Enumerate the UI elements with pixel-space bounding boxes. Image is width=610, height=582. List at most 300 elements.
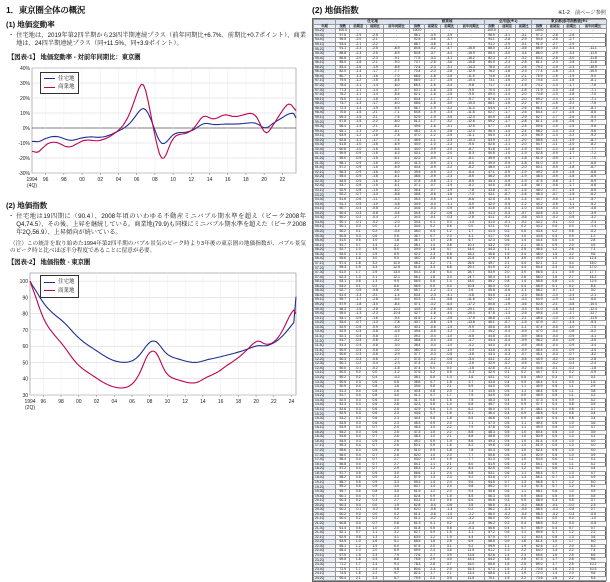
cell: 61.8 <box>336 143 350 148</box>
cell: 4.4 <box>580 467 607 472</box>
cell: -1.6 <box>350 307 367 312</box>
cell: -0.3 <box>424 353 441 358</box>
cell: - <box>458 38 485 43</box>
cell: -1.6 <box>424 88 441 93</box>
row-period: 21-2Q <box>314 521 336 526</box>
row-period: 13-2Q <box>314 375 336 380</box>
cell: -9.7 <box>458 97 485 102</box>
cell: 0.8 <box>367 490 384 495</box>
cell: 55.0 <box>484 134 498 139</box>
cell: -1.7 <box>563 161 580 166</box>
cell: -1.5 <box>350 111 367 116</box>
cell: 0.9 <box>515 394 532 399</box>
cell: 0.5 <box>515 375 532 380</box>
cell: 0.3 <box>350 407 367 412</box>
cell: 7.4 <box>580 549 607 554</box>
row-period: 17-3Q <box>314 453 336 458</box>
cell: -2.8 <box>367 307 384 312</box>
cell: 0.7 <box>546 485 563 490</box>
cell: 8.4 <box>458 467 485 472</box>
cell: 53.4 <box>336 321 350 326</box>
cell: -12.4 <box>580 307 607 312</box>
row-period: 22-2Q <box>314 540 336 545</box>
row-period: 00-4Q <box>314 147 336 152</box>
cell: -1.8 <box>515 156 532 161</box>
cell: 2.2 <box>367 572 384 577</box>
cell: 56.6 <box>484 499 498 504</box>
cell: -2.8 <box>580 357 607 362</box>
cell: 43.8 <box>532 207 546 212</box>
cell: 63.9 <box>410 535 424 540</box>
cell: 85.0 <box>484 52 498 57</box>
cell: 3.2 <box>424 261 441 266</box>
row-period: 02-2Q <box>314 175 336 180</box>
cell: -2.3 <box>441 138 458 143</box>
cell: 2.1 <box>367 275 384 280</box>
cell: 0.6 <box>546 239 563 244</box>
cell: 2.2 <box>546 261 563 266</box>
cell: 51.9 <box>484 266 498 271</box>
cell: 0.6 <box>367 412 384 417</box>
cell: 4.7 <box>580 471 607 476</box>
cell: 56.4 <box>484 284 498 289</box>
cell: -1.8 <box>515 161 532 166</box>
cell: 0.0 <box>350 225 367 230</box>
cell: 9.3 <box>580 576 607 581</box>
cell: 60.8 <box>336 147 350 152</box>
cell: 6.3 <box>580 544 607 549</box>
cell: -0.4 <box>546 334 563 339</box>
cell: 0.5 <box>424 526 441 531</box>
cell: - <box>580 42 607 47</box>
cell: 57.2 <box>336 166 350 171</box>
cell: -2.1 <box>441 179 458 184</box>
cell: 2.5 <box>515 248 532 253</box>
cell: 1.6 <box>546 567 563 572</box>
cell: 77.5 <box>410 56 424 61</box>
cell: 2.3 <box>441 476 458 481</box>
cell: 0.6 <box>424 407 441 412</box>
cell: 3.3 <box>383 480 410 485</box>
cell: 51.8 <box>484 147 498 152</box>
cell: 1.0 <box>515 444 532 449</box>
cell: 0.2 <box>441 521 458 526</box>
cell: 63.7 <box>410 88 424 93</box>
right-header <box>312 4 606 16</box>
bullet-marker: ・ <box>8 32 15 39</box>
cell: 0.9 <box>515 412 532 417</box>
cell: 2.0 <box>441 421 458 426</box>
svg-text:(4Q): (4Q) <box>27 182 37 189</box>
cell: 61.0 <box>336 271 350 276</box>
cell: -9.0 <box>580 74 607 79</box>
cell: 2.6 <box>515 558 532 563</box>
cell: 77.4 <box>532 70 546 75</box>
cell: 1.8 <box>383 385 410 390</box>
cell: 2.9 <box>441 567 458 572</box>
cell: -1.8 <box>424 74 441 79</box>
cell: 0.0 <box>515 517 532 522</box>
cell: -0.6 <box>499 289 516 294</box>
cell: -11.1 <box>580 47 607 52</box>
cell: 46.8 <box>484 417 498 422</box>
cell: 0.4 <box>350 444 367 449</box>
cell: 52.1 <box>532 261 546 266</box>
cell: 61.3 <box>410 521 424 526</box>
cell: 54.5 <box>484 480 498 485</box>
cell: -1.8 <box>350 61 367 66</box>
cell: -2.5 <box>367 52 384 57</box>
cell: 0.9 <box>424 444 441 449</box>
cell: 59.3 <box>336 266 350 271</box>
cell: 1.3 <box>424 471 441 476</box>
cell: -7.8 <box>458 188 485 193</box>
cell: 1.9 <box>515 544 532 549</box>
cell: 50.9 <box>336 348 350 353</box>
cell: -6.1 <box>383 156 410 161</box>
cell: 50.2 <box>336 216 350 221</box>
cell: -0.3 <box>350 353 367 358</box>
cell: -1.7 <box>499 111 516 116</box>
cell: -5.5 <box>441 307 458 312</box>
cell: -0.3 <box>546 508 563 513</box>
cell: 71.9 <box>532 88 546 93</box>
cell: -2.0 <box>563 143 580 148</box>
cell: 80.8 <box>410 52 424 57</box>
cell: -6.0 <box>383 325 410 330</box>
table-col-9: 指数 <box>484 24 498 28</box>
cell: -2.3 <box>383 362 410 367</box>
cell: -6.9 <box>580 179 607 184</box>
cell: -1.2 <box>424 289 441 294</box>
cell: 0.8 <box>350 535 367 540</box>
cell: 46.8 <box>484 316 498 321</box>
cell: 51.1 <box>336 202 350 207</box>
cell: -0.6 <box>367 357 384 362</box>
cell: 3.3 <box>383 494 410 499</box>
cell: 59.0 <box>336 156 350 161</box>
row-period: 09-2Q <box>314 302 336 307</box>
cell: 56.3 <box>484 494 498 499</box>
cell: -2.9 <box>383 353 410 358</box>
cell: 0.2 <box>350 517 367 522</box>
cell: 1.7 <box>546 558 563 563</box>
cell: 0.5 <box>350 480 367 485</box>
left-column <box>6 4 306 417</box>
cell: 7.8 <box>458 448 485 453</box>
cell: 79.2 <box>532 65 546 70</box>
cell: 2.3 <box>563 567 580 572</box>
cell: -2.2 <box>441 166 458 171</box>
cell: 0.5 <box>499 430 516 435</box>
cell: 2.6 <box>563 248 580 253</box>
table-col-5: 指数 <box>410 24 424 28</box>
cell: -0.9 <box>350 179 367 184</box>
cell: 42.9 <box>410 407 424 412</box>
cell: -3.1 <box>441 65 458 70</box>
cell: -0.4 <box>546 348 563 353</box>
cell: 0.9 <box>499 243 516 248</box>
cell: 91.9 <box>532 42 546 47</box>
cell: 0.7 <box>350 243 367 248</box>
cell: 1.8 <box>350 261 367 266</box>
cell: -0.5 <box>563 508 580 513</box>
cell: -6.0 <box>383 102 410 107</box>
cell: -1.5 <box>350 120 367 125</box>
cell: 40.1 <box>410 325 424 330</box>
cell: -10.2 <box>383 307 410 312</box>
cell: 46.1 <box>484 321 498 326</box>
cell: -3.0 <box>441 102 458 107</box>
cell: -2.1 <box>441 289 458 294</box>
cell: - <box>563 29 580 34</box>
cell: 48.0 <box>532 252 546 257</box>
cell: 50.4 <box>336 211 350 216</box>
cell: -1.7 <box>563 156 580 161</box>
cell: -5.6 <box>383 93 410 98</box>
cell: 1.2 <box>350 544 367 549</box>
cell: 2.2 <box>441 426 458 431</box>
cell: -2.3 <box>515 70 532 75</box>
cell: -2.9 <box>546 52 563 57</box>
cell: 88.8 <box>336 52 350 57</box>
cell: 80.7 <box>336 74 350 79</box>
cell: -4.1 <box>441 42 458 47</box>
cell: -1.0 <box>546 147 563 152</box>
cell: -1.1 <box>499 138 516 143</box>
cell: 0.6 <box>499 490 516 495</box>
cell: -0.8 <box>367 339 384 344</box>
cell: -8.2 <box>383 125 410 130</box>
cell: -16.2 <box>458 56 485 61</box>
cell: 60.1 <box>336 494 350 499</box>
cell: 1.4 <box>441 280 458 285</box>
cell: -6.1 <box>383 184 410 189</box>
cell: - <box>383 38 410 43</box>
cell: 38.4 <box>410 344 424 349</box>
cell: 75.5 <box>410 558 424 563</box>
cell: 11.0 <box>383 261 410 266</box>
cell: 6.7 <box>383 576 410 581</box>
cell: 8.0 <box>458 462 485 467</box>
cell: 67.6 <box>484 97 498 102</box>
cell: - <box>458 42 485 47</box>
row-period: 03-4Q <box>314 202 336 207</box>
cell: -0.6 <box>424 193 441 198</box>
cell: 54.7 <box>532 467 546 472</box>
cell: 65.1 <box>336 129 350 134</box>
table-group-2: 商業地 <box>410 20 484 25</box>
cell: 45.0 <box>532 375 546 380</box>
cell: -4.2 <box>383 207 410 212</box>
cell: -2.7 <box>383 357 410 362</box>
cell: -13.6 <box>458 321 485 326</box>
row-period: 23-4Q <box>314 567 336 572</box>
subsection-2-title: (2) 地価指数 <box>6 200 48 210</box>
cell: -11.8 <box>458 111 485 116</box>
cell: -1.5 <box>546 125 563 130</box>
cell: 2.6 <box>383 453 410 458</box>
cell: 53.9 <box>336 426 350 431</box>
svg-text:70: 70 <box>22 328 28 335</box>
cell: 63.2 <box>336 284 350 289</box>
cell: -2.0 <box>563 316 580 321</box>
cell: 50.1 <box>532 166 546 171</box>
cell: -0.9 <box>515 330 532 335</box>
cell: -1.6 <box>515 188 532 193</box>
cell: -0.2 <box>424 357 441 362</box>
svg-text:98: 98 <box>58 399 64 406</box>
cell: 0.3 <box>350 430 367 435</box>
cell: -1.7 <box>563 179 580 184</box>
table-row[interactable] <box>314 576 607 581</box>
cell: 48.0 <box>484 166 498 171</box>
cell: -0.9 <box>515 344 532 349</box>
table-col-0: 年期 <box>314 24 336 28</box>
cell: 1.6 <box>546 553 563 558</box>
cell: -0.5 <box>499 202 516 207</box>
cell: 47.3 <box>410 430 424 435</box>
cell: -5.9 <box>458 202 485 207</box>
cell: 2.6 <box>458 289 485 294</box>
cell: 11.5 <box>458 576 485 581</box>
cell: 3.2 <box>383 531 410 536</box>
cell: 0.5 <box>546 444 563 449</box>
cell: 65.1 <box>336 544 350 549</box>
cell: -0.2 <box>367 508 384 513</box>
cell: 2.2 <box>515 549 532 554</box>
cell: 45.4 <box>532 380 546 385</box>
cell: 64.4 <box>484 106 498 111</box>
cell: -0.9 <box>546 170 563 175</box>
cell: -8.1 <box>580 79 607 84</box>
cell: 59.9 <box>484 544 498 549</box>
cell: 1.6 <box>515 540 532 545</box>
cell: 2.5 <box>383 430 410 435</box>
cell: 2.8 <box>515 275 532 280</box>
cell: -0.9 <box>499 170 516 175</box>
cell: 1.9 <box>383 503 410 508</box>
cell: 2.2 <box>424 576 441 581</box>
cell: 51.0 <box>336 239 350 244</box>
cell: -2.5 <box>367 33 384 38</box>
cell: -0.6 <box>499 198 516 203</box>
cell: 70.4 <box>410 70 424 75</box>
cell: -3.7 <box>424 52 441 57</box>
cell: 66.1 <box>532 106 546 111</box>
cell: 0.2 <box>424 225 441 230</box>
cell: -1.8 <box>424 102 441 107</box>
row-period: 24-2Q <box>314 576 336 581</box>
cell: 79.9 <box>410 576 424 581</box>
cell: 0.6 <box>499 462 516 467</box>
cell: 4.1 <box>458 234 485 239</box>
cell: -3.1 <box>515 42 532 47</box>
cell: 3.2 <box>563 252 580 257</box>
cell: 2.0 <box>563 572 580 577</box>
cell: 7.9 <box>383 553 410 558</box>
cell: 35.0 <box>410 229 424 234</box>
cell: -0.2 <box>367 220 384 225</box>
cell: 38.6 <box>410 175 424 180</box>
cell: 82.3 <box>410 572 424 577</box>
svg-text:10: 10 <box>164 399 171 406</box>
cell: 0.9 <box>563 234 580 239</box>
cell: 5.1 <box>383 540 410 545</box>
cell: 1.3 <box>515 476 532 481</box>
legend-item-commercial-2 <box>44 287 75 295</box>
cell: -0.4 <box>350 339 367 344</box>
row-period: 99-1Q <box>314 115 336 120</box>
cell: 60.7 <box>410 485 424 490</box>
cell: 70.4 <box>484 88 498 93</box>
cell: 6.7 <box>458 239 485 244</box>
cell: -2.8 <box>499 38 516 43</box>
cell: -1.7 <box>424 97 441 102</box>
cell: -3.9 <box>458 211 485 216</box>
cell: -0.7 <box>499 193 516 198</box>
cell: -2.5 <box>367 47 384 52</box>
cell: 37.6 <box>410 371 424 376</box>
cell: -0.9 <box>424 170 441 175</box>
cell: -2.0 <box>563 97 580 102</box>
cell: -1.1 <box>515 289 532 294</box>
cell: -3.3 <box>563 47 580 52</box>
cell: 0.3 <box>350 421 367 426</box>
row-period: 05-1Q <box>314 225 336 230</box>
cell: 2.7 <box>424 553 441 558</box>
cell: 43.5 <box>484 380 498 385</box>
cell: -1.0 <box>441 512 458 517</box>
cell: 50.9 <box>532 435 546 440</box>
cell: 45.3 <box>410 421 424 426</box>
svg-text:14: 14 <box>200 399 206 406</box>
cell: -1.4 <box>367 88 384 93</box>
cell: -7.6 <box>580 83 607 88</box>
cell: -1.6 <box>350 65 367 70</box>
cell: -1.1 <box>367 198 384 203</box>
cell: 1.4 <box>515 239 532 244</box>
cell: 0.3 <box>350 234 367 239</box>
cell: -2.0 <box>515 138 532 143</box>
cell: 7.1 <box>441 261 458 266</box>
cell: 76.2 <box>336 93 350 98</box>
cell: 0.7 <box>499 476 516 481</box>
cell: 5.4 <box>441 271 458 276</box>
cell: 0.5 <box>499 444 516 449</box>
cell: 61.4 <box>336 293 350 298</box>
cell: -0.8 <box>424 321 441 326</box>
row-period: 01-3Q <box>314 161 336 166</box>
cell: 1.1 <box>563 389 580 394</box>
cell: 51.3 <box>336 344 350 349</box>
cell: 1.0 <box>563 421 580 426</box>
cell: 0.7 <box>515 526 532 531</box>
cell: -1.6 <box>367 74 384 79</box>
cell: -15.8 <box>458 61 485 66</box>
cell: -0.5 <box>350 325 367 330</box>
cell: 41.3 <box>410 161 424 166</box>
cell: 2.5 <box>563 553 580 558</box>
cell: 0.5 <box>499 389 516 394</box>
legend-swatch-residential-2 <box>44 282 55 283</box>
cell: -14.3 <box>458 65 485 70</box>
cell: -0.2 <box>499 357 516 362</box>
cell: 55.6 <box>336 448 350 453</box>
row-period: 20-2Q <box>314 503 336 508</box>
cell: -0.4 <box>424 339 441 344</box>
cell: 58.1 <box>336 161 350 166</box>
